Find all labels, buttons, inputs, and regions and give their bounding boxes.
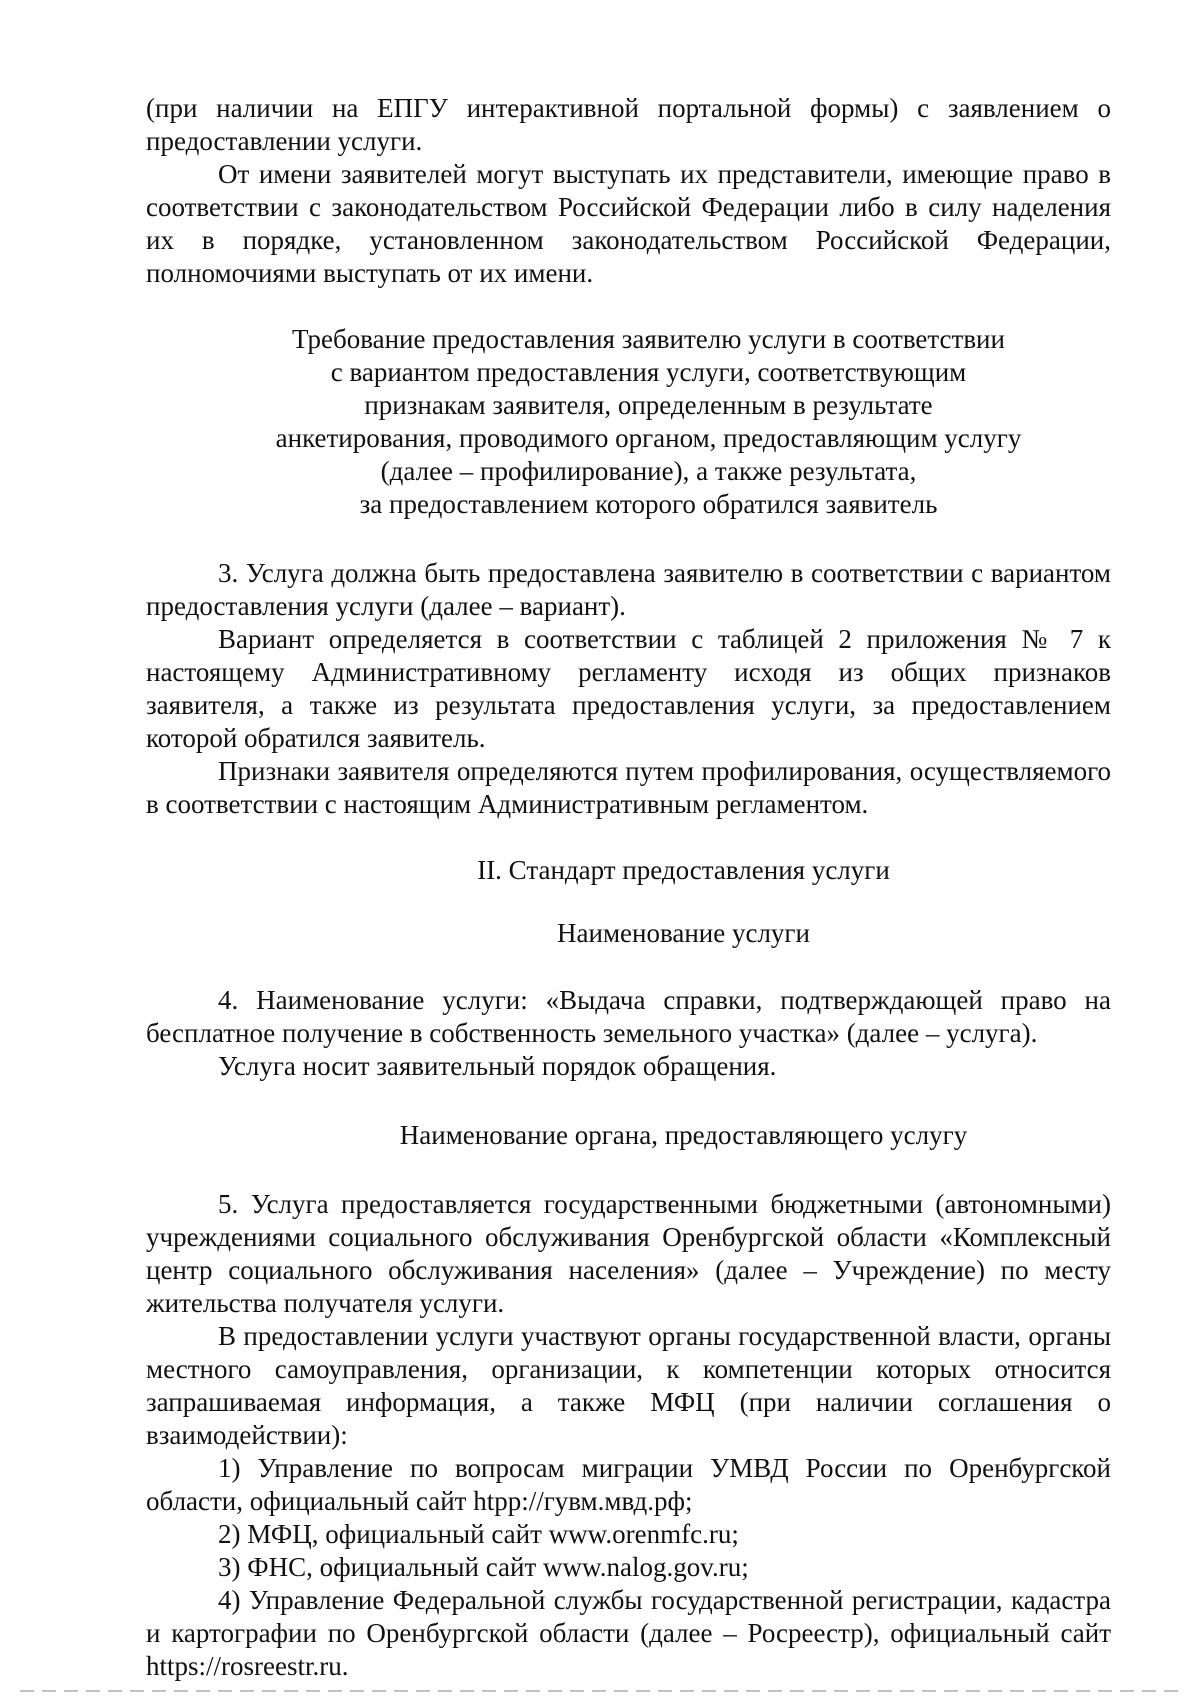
list-item: 2) МФЦ, официальный сайт www.orenmfc.ru; (218, 1519, 739, 1549)
list-item: 1) Управление по вопросам миграции УМВД России по Оренбургской области, официальный сайт htpp://гувм.мвд.рф; (146, 1453, 1111, 1516)
intro-paragraph-2: От имени заявителей могут выступать их представители, имеющие право в соответствии с законодательством Российской Федерации либо в силу наделения их в порядке, установленном законодательством Российской Федерации, полномочиями выступать от их имени. (146, 159, 1111, 288)
section-3-paragraph-2: Вариант определяется в соответствии с таблицей 2 приложения № 7 к настоящему Административному регламенту исходя из общих признаков заявителя, а также из результата предоставления услуги, за предоставлением которой обратился заявитель. (146, 624, 1111, 753)
section-3-paragraph-1: 3. Услуга должна быть предоставлена заявителю в соответствии с вариантом предоставления услуги (далее – вариант). (146, 558, 1111, 621)
intro-paragraph-1: (при наличии на ЕПГУ интерактивной портальной формы) с заявлением о предоставлении услуги. (146, 93, 1111, 156)
section-4-paragraph-2: Услуга носит заявительный порядок обращения. (218, 1051, 777, 1081)
requirement-heading-line: анкетирования, проводимого органом, предоставляющим услугу (275, 423, 1022, 453)
service-name-heading: Наименование услуги (557, 918, 810, 948)
list-item: 3) ФНС, официальный сайт www.nalog.gov.ru; (218, 1552, 749, 1582)
requirement-heading-line: (далее – профилирование), а также результата, (380, 456, 917, 486)
scan-edge-divider (20, 1690, 1180, 1692)
section-4-paragraph: 4. Наименование услуги: «Выдача справки, подтверждающей право на бесплатное получение в собственность земельного участка» (далее – услуга). (146, 985, 1111, 1048)
document-body (146, 92, 1111, 1683)
requirement-heading (146, 323, 1111, 521)
section-5-paragraph-2: В предоставлении услуги участвуют органы государственной власти, органы местного самоуправления, организации, к компетенции которых относится запрашиваемая информация, а также МФЦ (при наличии соглашения о взаимодействии): (146, 1321, 1111, 1450)
requirement-heading-line: Требование предоставления заявителю услуги в соответствии (292, 324, 1005, 354)
section-5-paragraph: 5. Услуга предоставляется государственными бюджетными (автономными) учреждениями социального обслуживания Оренбургской области «Комплексный центр социального обслуживания населения» (далее – Учреждение) по месту жительства получателя услуги. (146, 1189, 1111, 1318)
requirement-heading-line: за предоставлением которого обратился заявитель (359, 489, 938, 519)
org-heading: Наименование органа, предоставляющего услугу (399, 1120, 968, 1150)
section-ii-title: II. Стандарт предоставления услуги (477, 855, 890, 885)
section-3-paragraph-3: Признаки заявителя определяются путем профилирования, осуществляемого в соответствии с настоящим Административным регламентом. (146, 756, 1111, 819)
requirement-heading-line: признакам заявителя, определенным в результате (364, 390, 933, 420)
list-item: 4) Управление Федеральной службы государственной регистрации, кадастра и картографии по Оренбургской области (далее – Росреестр), официальный сайт https://rosreestr.ru. (146, 1585, 1111, 1681)
requirement-heading-line: с вариантом предоставления услуги, соответствующим (330, 357, 967, 387)
